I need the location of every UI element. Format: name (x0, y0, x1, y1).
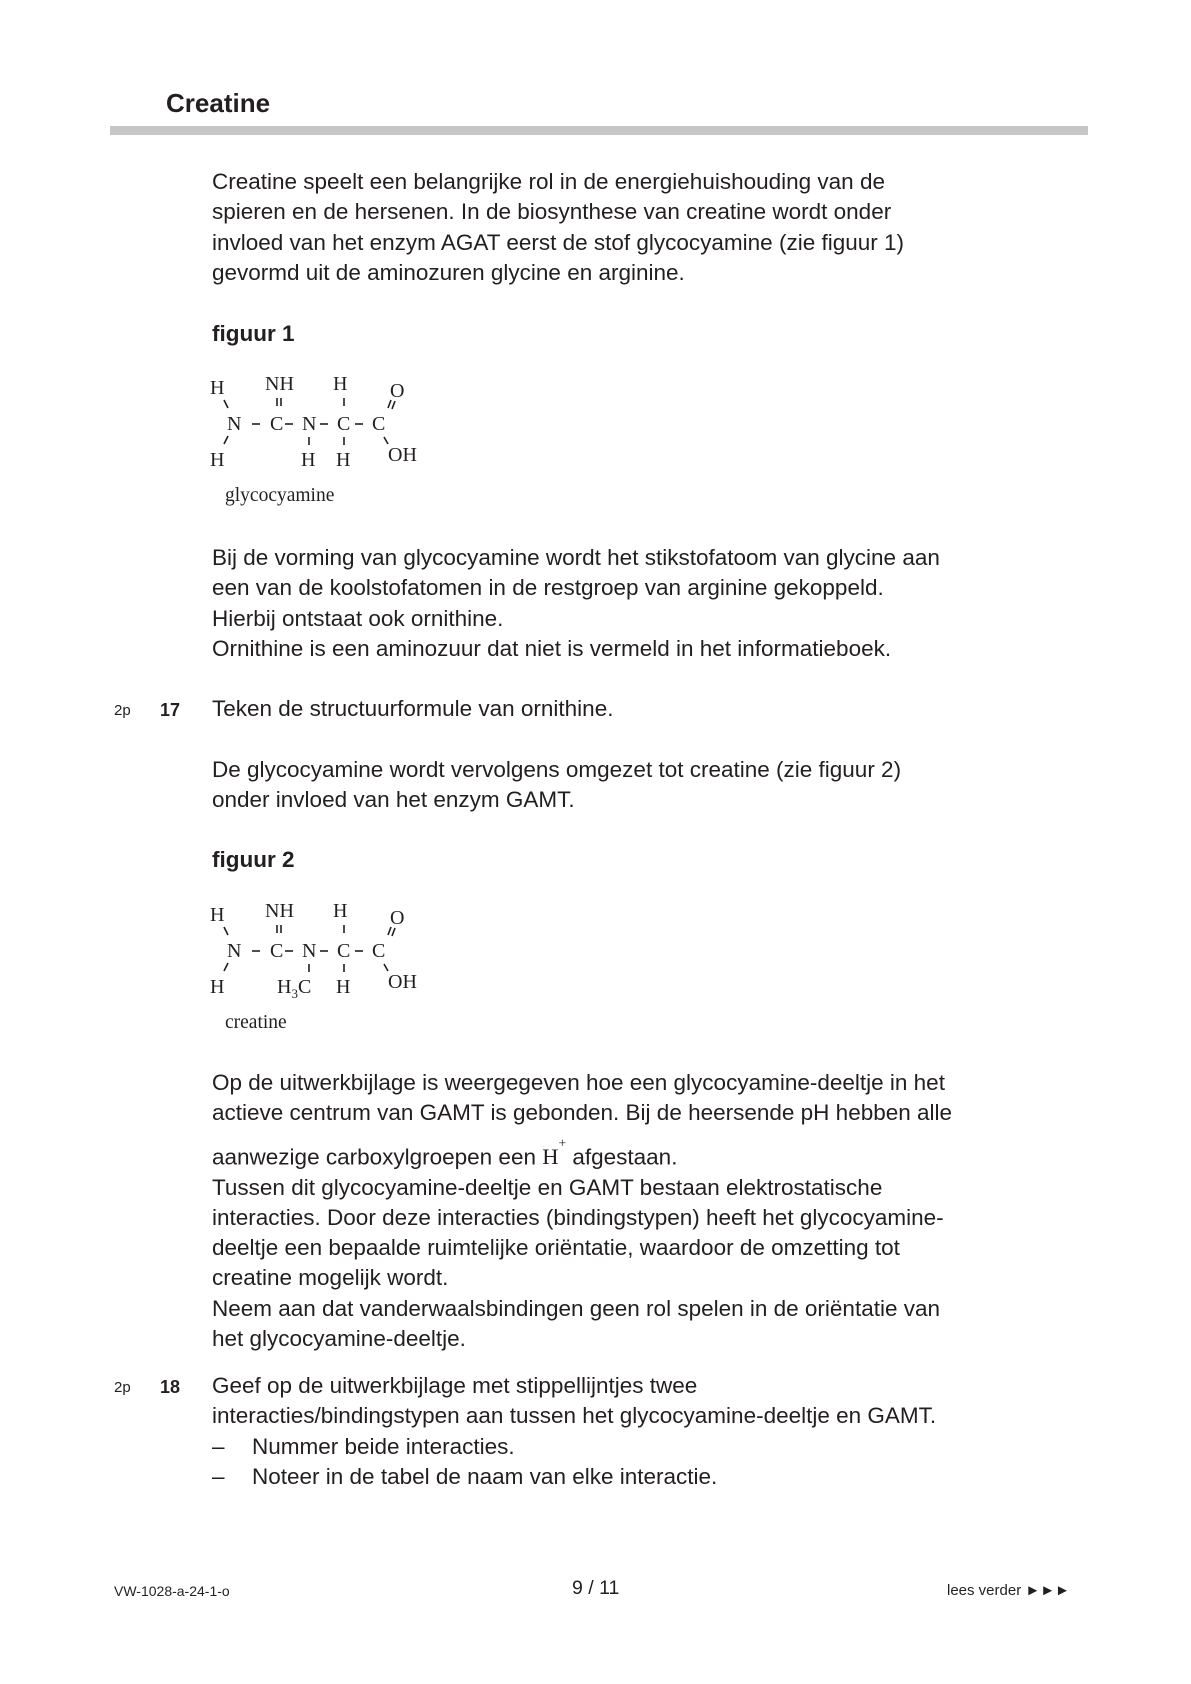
question-18-number: 18 (160, 1377, 181, 1397)
glycocyamine-structure (210, 373, 430, 518)
bonds (210, 378, 430, 478)
text-line: interacties. Door deze interacties (bindingstypen) heeft het glycocyamine- (212, 1204, 944, 1230)
bond (388, 400, 391, 408)
bullet-dash: – (212, 1463, 225, 1489)
bullet-item (212, 1432, 1112, 1462)
atom-nh: NH (265, 373, 294, 395)
question-17-number: 17 (160, 700, 181, 720)
atom-h: H (210, 377, 225, 399)
bond (224, 400, 228, 408)
figure-1-label: figuur 1 (212, 321, 295, 346)
atom-nh: NH (265, 900, 294, 922)
text-line: een van de koolstofatomen in de restgroep van arginine gekoppeld. (212, 575, 884, 601)
atom-n: N (227, 413, 242, 435)
text-fragment: afgestaan. (566, 1144, 678, 1170)
text-line: deeltje een bepaalde ruimtelijke oriëntatie, waardoor de omzetting tot (212, 1235, 900, 1261)
bond (392, 401, 395, 409)
atom-c: C (337, 940, 351, 962)
question-17-points: 2p (114, 702, 131, 719)
atom-h: H (210, 904, 225, 926)
title-divider (110, 126, 1088, 135)
bullet-dash: – (212, 1433, 225, 1459)
question-18-text (212, 1371, 1112, 1492)
text-line: spieren en de hersenen. In de biosynthese van creatine wordt onder (212, 199, 892, 225)
atom-h: H (301, 449, 316, 471)
text-line: Teken de structuurformule van ornithine. (212, 696, 614, 721)
atom-n: N (302, 413, 317, 435)
atom-h: H (336, 976, 351, 998)
question-18-points: 2p (114, 1379, 131, 1396)
atom-h: H (277, 976, 292, 998)
atom-o: O (390, 380, 405, 402)
text-line: het glycocyamine-deeltje. (212, 1326, 466, 1352)
atom-n: N (227, 940, 242, 962)
section-title: Creatine (166, 88, 271, 118)
subscript: 3 (291, 986, 298, 1001)
atom-c: C (270, 413, 284, 435)
text-line: actieve centrum van GAMT is gebonden. Bij de heersende pH hebben alle (212, 1100, 953, 1126)
atom-n: N (302, 940, 317, 962)
text-line: onder invloed van het enzym GAMT. (212, 787, 575, 813)
bond (224, 927, 228, 935)
text-line: Op de uitwerkbijlage is weergegeven hoe een glycocyamine-deeltje in het (212, 1070, 945, 1095)
question-17-text (212, 694, 1112, 724)
bullet-text: Noteer in de tabel de naam van elke interactie. (252, 1463, 718, 1489)
text-line: Geef op de uitwerkbijlage met stippellijntjes twee (212, 1373, 698, 1398)
text-line: interacties/bindingstypen aan tussen het glycocyamine-deeltje en GAMT. (212, 1403, 937, 1429)
text-line: Hierbij ontstaat ook ornithine. (212, 605, 504, 631)
atom-c: C (337, 413, 351, 435)
text-line: creatine mogelijk wordt. (212, 1265, 449, 1291)
atom-h: H (210, 449, 225, 471)
atom-c: C (372, 413, 386, 435)
figure-1-caption: glycocyamine (225, 485, 335, 506)
atom-oh: OH (388, 444, 417, 466)
bond (384, 964, 388, 971)
text-line: invloed van het enzym AGAT eerst de stof glycocyamine (zie figuur 1) (212, 229, 904, 255)
atom-h: H (210, 976, 225, 998)
bond (224, 963, 228, 971)
bond (392, 928, 395, 936)
bond (388, 927, 391, 935)
text-line (212, 1129, 1112, 1173)
bonds (210, 905, 430, 1005)
figure-2-label: figuur 2 (212, 847, 295, 872)
text-line: gevormd uit de aminozuren glycine en arginine. (212, 259, 685, 285)
conversion-paragraph (212, 755, 1112, 816)
text-line: Creatine speelt een belangrijke rol in de energiehuishouding van de (212, 169, 885, 194)
bond (224, 436, 228, 444)
creatine-structure (210, 900, 430, 1045)
bullet-text: Nummer beide interacties. (252, 1433, 515, 1459)
text-line: Tussen dit glycocyamine-deeltje en GAMT bestaan elektrostatische (212, 1174, 883, 1200)
atom-h: H (333, 373, 348, 395)
atom-o: O (390, 907, 405, 929)
proton-symbol (542, 1135, 567, 1170)
atom-c: C (372, 940, 386, 962)
atom-h: H (336, 449, 351, 471)
text-line: Ornithine is een aminozuur dat niet is vermeld in het informatieboek. (212, 635, 892, 661)
atom-c: C (270, 940, 284, 962)
continue-indicator: lees verder ►►► (947, 1582, 1070, 1599)
binding-paragraph (212, 1068, 1112, 1354)
atom-oh: OH (388, 971, 417, 993)
bullet-item (212, 1462, 1112, 1492)
text-line: Bij de vorming van glycocyamine wordt het stikstofatoom van glycine aan (212, 545, 940, 570)
atom-c: C (297, 976, 312, 998)
text-fragment: aanwezige carboxylgroepen een (212, 1144, 543, 1170)
page-number: 9 / 11 (572, 1577, 620, 1599)
atom-h: H (333, 900, 348, 922)
charge-superscript: + (558, 1135, 567, 1151)
formation-paragraph (212, 543, 1112, 664)
intro-paragraph (212, 167, 1112, 288)
text-line: Neem aan dat vanderwaalsbindingen geen rol spelen in de oriëntatie van (212, 1295, 940, 1321)
bond (384, 437, 388, 444)
text-line: De glycocyamine wordt vervolgens omgezet tot creatine (zie figuur 2) (212, 757, 902, 782)
atom-h: H (542, 1144, 559, 1170)
exam-code: VW-1028-a-24-1-o (114, 1583, 230, 1599)
figure-2-caption: creatine (225, 1012, 287, 1033)
